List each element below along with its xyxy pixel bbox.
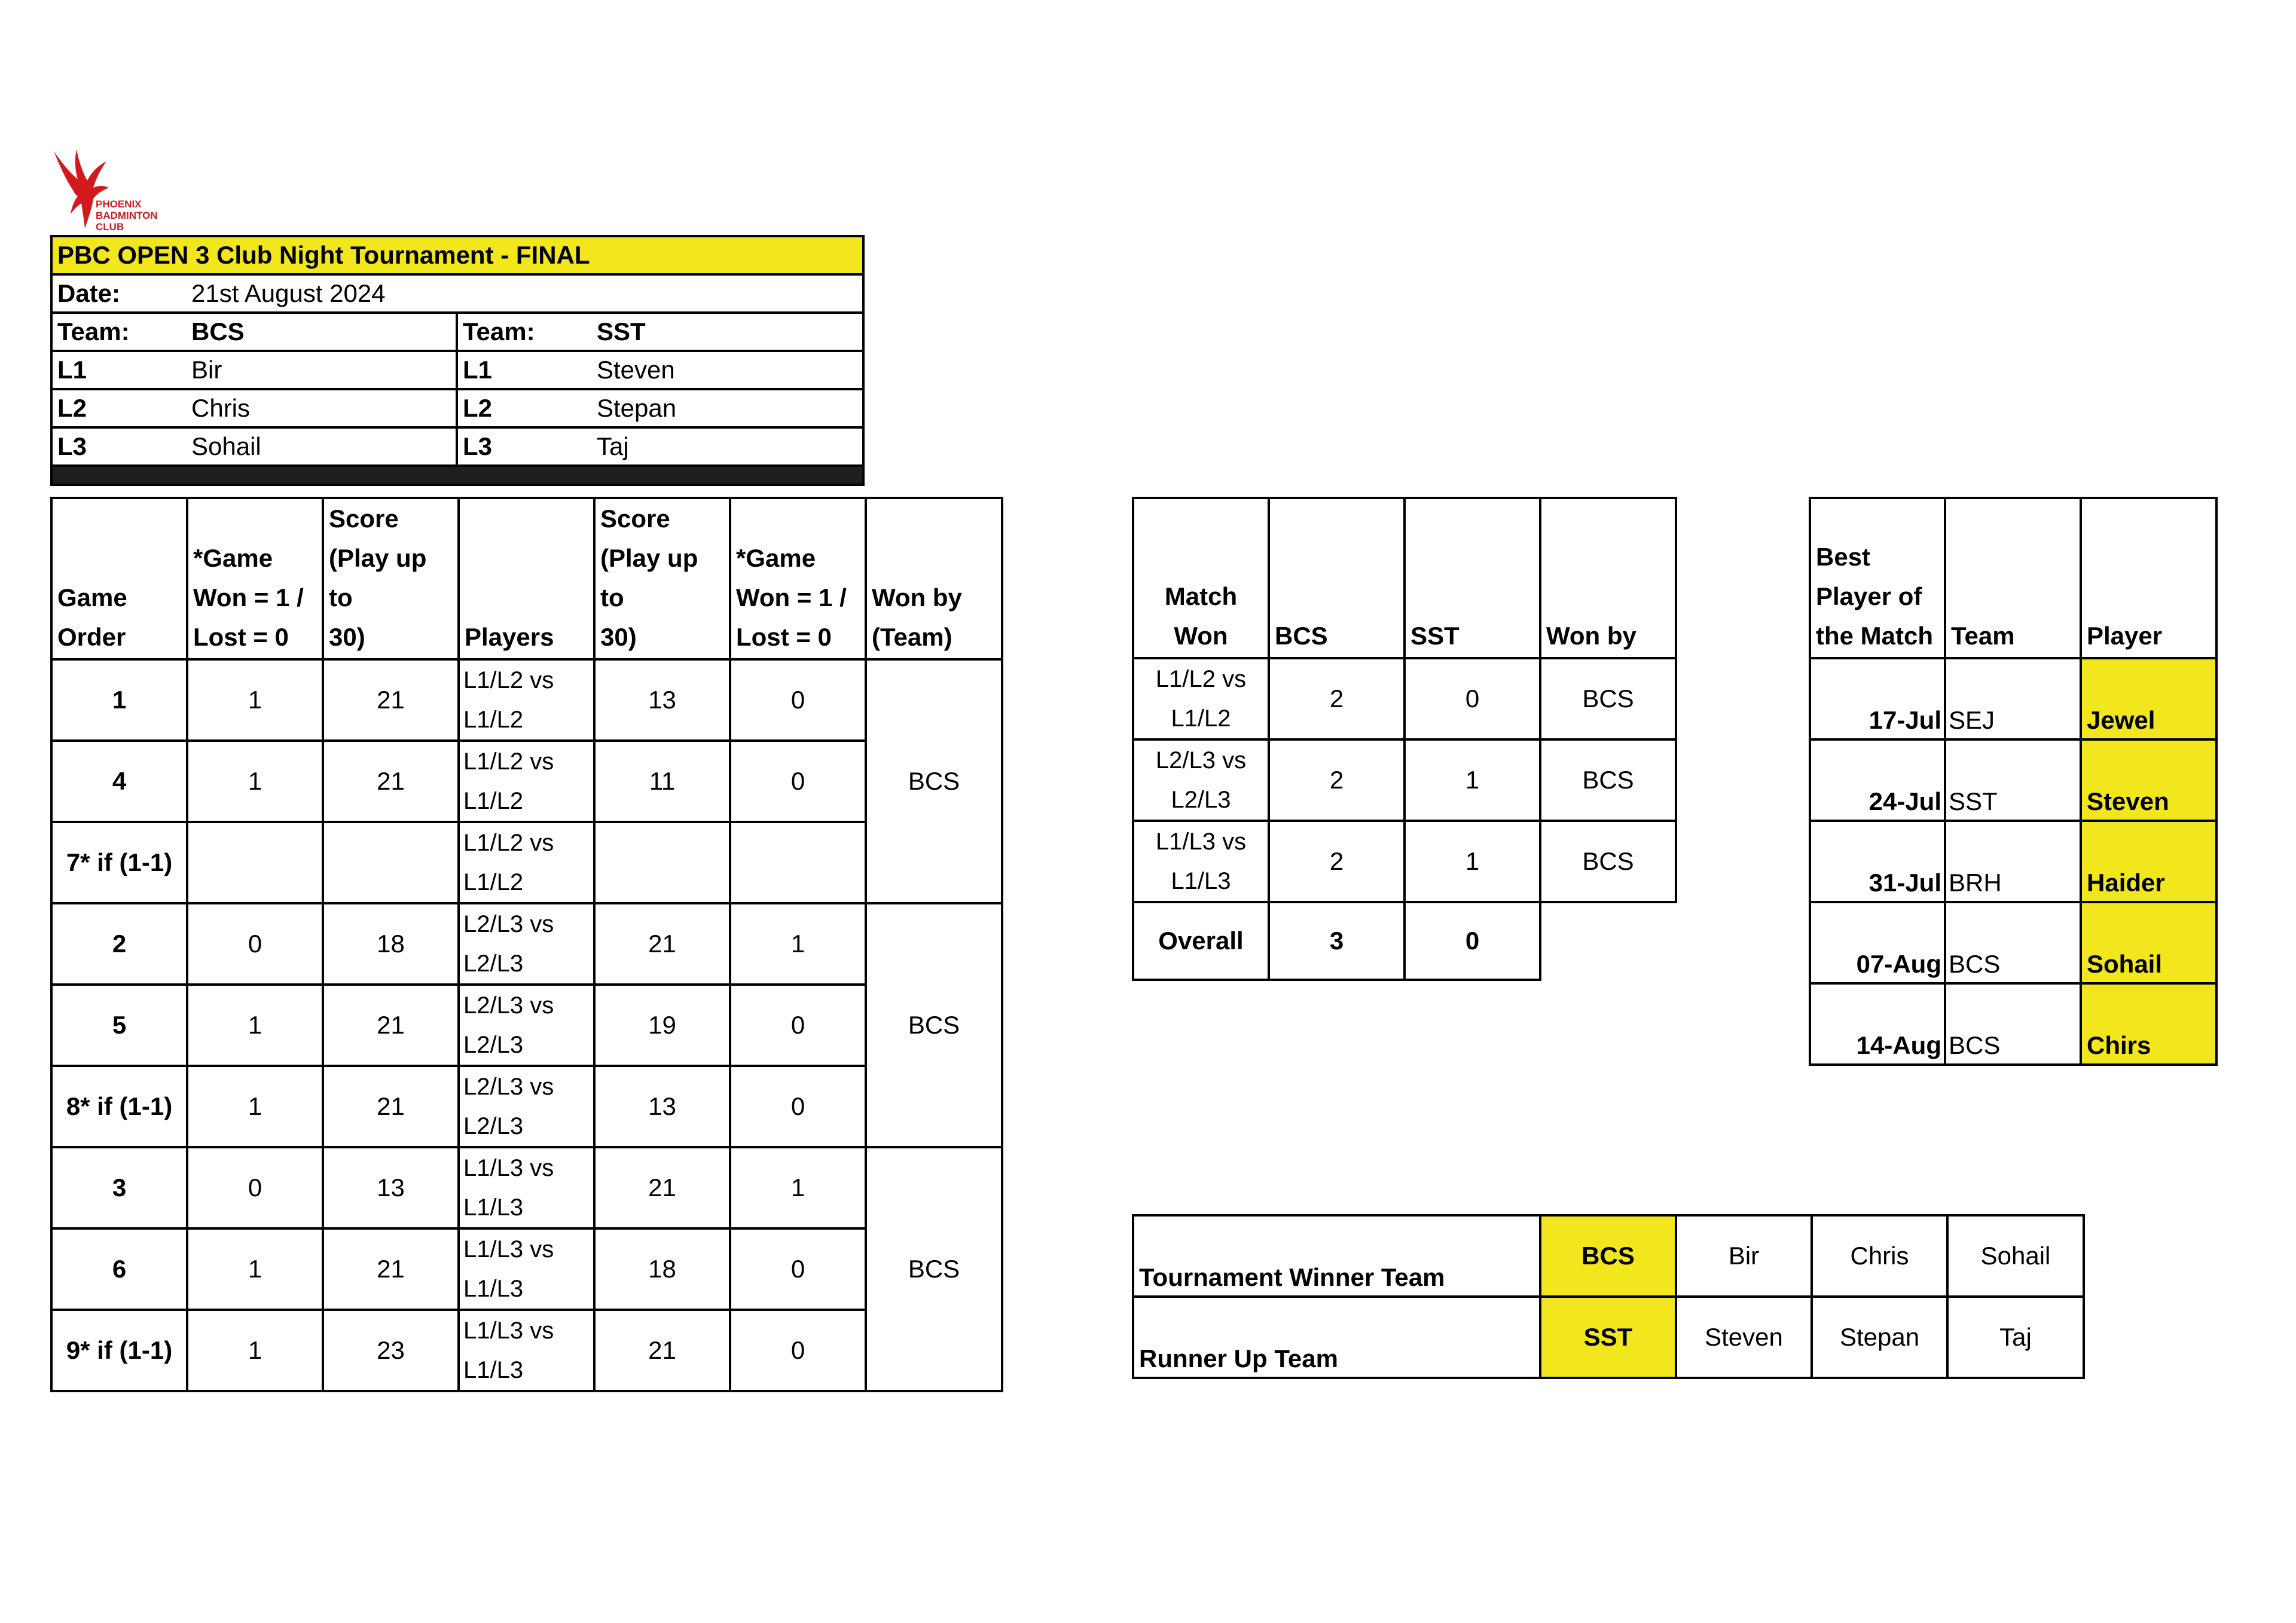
winner-team: BCS: [1540, 1215, 1676, 1297]
match-team-b-wins: 0: [1405, 658, 1540, 739]
runner-up-team: SST: [1540, 1297, 1676, 1378]
game-won-a: [187, 822, 323, 903]
runner-up-label: Runner Up Team: [1133, 1297, 1540, 1378]
header-team: Team: [1945, 498, 2081, 658]
game-row: [51, 985, 1002, 1066]
won-by-team: BCS: [866, 1147, 1002, 1391]
winner-player: Chris: [1812, 1215, 1947, 1297]
player-team: BRH: [1945, 821, 2081, 902]
match-label: L2/L3 vs L2/L3: [1133, 739, 1269, 821]
winner-label: Tournament Winner Team: [1133, 1215, 1540, 1297]
score-a: 13: [323, 1147, 459, 1228]
game-row: [51, 659, 1002, 741]
match-row: [1133, 821, 1812, 902]
best-player-row: [1810, 983, 2216, 1065]
game-won-b: [730, 822, 866, 903]
header-won-by: Won by: [1540, 498, 1676, 658]
score-b: 21: [594, 1147, 730, 1228]
players: L2/L3 vs L2/L3: [459, 985, 594, 1066]
team-row: [51, 313, 863, 351]
team-label-a: Team:: [51, 313, 187, 351]
score-a: 23: [323, 1310, 459, 1391]
runner-up-row: [1133, 1297, 2084, 1378]
game-won-a: 1: [187, 1310, 323, 1391]
players: L1/L2 vs L1/L2: [459, 659, 594, 741]
logo-line: BADMINTON: [96, 210, 158, 221]
match-team-a-wins: 2: [1269, 739, 1405, 821]
level-row: [51, 389, 863, 427]
best-player-table: [1809, 497, 2218, 1066]
score-a: 21: [323, 659, 459, 741]
game-row: [51, 741, 1002, 822]
team-a-name: BCS: [187, 313, 457, 351]
game-won-b: 1: [730, 1147, 866, 1228]
overall-label: Overall: [1133, 902, 1269, 980]
level-row: [51, 427, 863, 466]
game-won-b: 0: [730, 741, 866, 822]
players: L1/L2 vs L1/L2: [459, 822, 594, 903]
best-header-row: [1810, 498, 2216, 658]
header-game-order: Game Order: [51, 498, 187, 659]
logo-line: PHOENIX: [96, 198, 142, 210]
match-label: L1/L3 vs L1/L3: [1133, 821, 1269, 902]
header-score-a: Score (Play up to 30): [323, 498, 459, 659]
won-by-team: BCS: [866, 659, 1002, 903]
tournament-result-table: [1132, 1214, 2085, 1379]
runner-up-player: Steven: [1676, 1297, 1812, 1378]
score-a: 21: [323, 1228, 459, 1310]
games-header-row: [51, 498, 1002, 659]
level-label: L2: [457, 389, 592, 427]
game-won-a: 1: [187, 659, 323, 741]
score-a: 21: [323, 741, 459, 822]
game-order: 3: [51, 1147, 187, 1228]
game-order: 1: [51, 659, 187, 741]
game-row: [51, 1066, 1002, 1147]
header-team-a: BCS: [1269, 498, 1405, 658]
spacer: [1676, 902, 1812, 980]
game-won-b: 0: [730, 1066, 866, 1147]
spacer: [1676, 658, 1812, 739]
game-order: 5: [51, 985, 187, 1066]
game-order: 6: [51, 1228, 187, 1310]
score-b: 11: [594, 741, 730, 822]
team-b-player: Steven: [592, 351, 863, 389]
game-won-b: 0: [730, 1310, 866, 1391]
score-a: 21: [323, 1066, 459, 1147]
players: L2/L3 vs L2/L3: [459, 1066, 594, 1147]
overall-row: [1133, 902, 1812, 980]
best-player-row: [1810, 658, 2216, 739]
team-label-b: Team:: [457, 313, 592, 351]
spacer: [1676, 821, 1812, 902]
team-a-player: Bir: [187, 351, 457, 389]
game-order: 9* if (1-1): [51, 1310, 187, 1391]
logo-text: [96, 198, 158, 233]
player-name: Jewel: [2081, 658, 2216, 739]
game-row: [51, 1310, 1002, 1391]
spacer: [1676, 739, 1812, 821]
spacer: [1676, 498, 1812, 658]
best-player-row: [1810, 821, 2216, 902]
match-label: L1/L2 vs L1/L2: [1133, 658, 1269, 739]
level-label: L3: [51, 427, 187, 466]
title-row: [51, 236, 863, 274]
player-team: SST: [1945, 739, 2081, 821]
team-a-player: Chris: [187, 389, 457, 427]
game-order: 7* if (1-1): [51, 822, 187, 903]
winner-player: Bir: [1676, 1215, 1812, 1297]
header-won-by: Won by (Team): [866, 498, 1002, 659]
player-team: BCS: [1945, 902, 2081, 983]
game-order: 2: [51, 903, 187, 985]
winner-row: [1133, 1215, 2084, 1297]
tournament-title: PBC OPEN 3 Club Night Tournament - FINAL: [51, 236, 863, 274]
match-team-a-wins: 2: [1269, 658, 1405, 739]
level-label: L3: [457, 427, 592, 466]
game-row: [51, 903, 1002, 985]
match-date: 14-Aug: [1810, 983, 1945, 1065]
best-player-row: [1810, 902, 2216, 983]
player-name: Sohail: [2081, 902, 2216, 983]
match-row: [1133, 658, 1812, 739]
team-b-player: Stepan: [592, 389, 863, 427]
header-players: Players: [459, 498, 594, 659]
game-won-b: 0: [730, 985, 866, 1066]
match-team-a-wins: 2: [1269, 821, 1405, 902]
score-a: 18: [323, 903, 459, 985]
match-header-row: [1133, 498, 1812, 658]
team-b-name: SST: [592, 313, 863, 351]
match-team-b-wins: 1: [1405, 821, 1540, 902]
level-row: [51, 351, 863, 389]
header-player: Player: [2081, 498, 2216, 658]
players: L1/L3 vs L1/L3: [459, 1228, 594, 1310]
score-b: 13: [594, 1066, 730, 1147]
player-name: Haider: [2081, 821, 2216, 902]
header-game-won-b: *Game Won = 1 / Lost = 0: [730, 498, 866, 659]
match-date: 17-Jul: [1810, 658, 1945, 739]
header-score-b: Score (Play up to 30): [594, 498, 730, 659]
match-won-by: BCS: [1540, 739, 1676, 821]
player-team: SEJ: [1945, 658, 2081, 739]
date-value: 21st August 2024: [187, 274, 863, 313]
level-label: L1: [51, 351, 187, 389]
level-label: L1: [457, 351, 592, 389]
match-date: 31-Jul: [1810, 821, 1945, 902]
tournament-header-table: [50, 235, 865, 486]
game-order: 4: [51, 741, 187, 822]
game-won-a: 1: [187, 1228, 323, 1310]
team-b-player: Taj: [592, 427, 863, 466]
date-label: Date:: [51, 274, 187, 313]
logo-line: CLUB: [96, 221, 124, 233]
match-won-by: BCS: [1540, 821, 1676, 902]
players: L2/L3 vs L2/L3: [459, 903, 594, 985]
game-row: [51, 822, 1002, 903]
header-game-won-a: *Game Won = 1 / Lost = 0: [187, 498, 323, 659]
game-order: 8* if (1-1): [51, 1066, 187, 1147]
game-won-a: 1: [187, 1066, 323, 1147]
score-b: 21: [594, 1310, 730, 1391]
game-row: [51, 1147, 1002, 1228]
games-table: [50, 497, 1003, 1392]
players: L1/L3 vs L1/L3: [459, 1310, 594, 1391]
game-won-b: 0: [730, 1228, 866, 1310]
game-row: [51, 1228, 1002, 1310]
overall-team-a: 3: [1269, 902, 1405, 980]
best-player-row: [1810, 739, 2216, 821]
team-a-player: Sohail: [187, 427, 457, 466]
players: L1/L2 vs L1/L2: [459, 741, 594, 822]
score-b: 19: [594, 985, 730, 1066]
score-b: 13: [594, 659, 730, 741]
players: L1/L3 vs L1/L3: [459, 1147, 594, 1228]
won-by-team: BCS: [866, 903, 1002, 1147]
score-b: [594, 822, 730, 903]
divider-row: [51, 466, 863, 485]
score-a: [323, 822, 459, 903]
score-a: 21: [323, 985, 459, 1066]
header-match-won: Match Won: [1133, 498, 1269, 658]
game-won-a: 1: [187, 741, 323, 822]
level-label: L2: [51, 389, 187, 427]
player-name: Steven: [2081, 739, 2216, 821]
runner-up-player: Taj: [1947, 1297, 2084, 1378]
game-won-a: 0: [187, 1147, 323, 1228]
match-row: [1133, 739, 1812, 821]
match-date: 07-Aug: [1810, 902, 1945, 983]
score-b: 21: [594, 903, 730, 985]
game-won-b: 1: [730, 903, 866, 985]
match-date: 24-Jul: [1810, 739, 1945, 821]
match-won-by: BCS: [1540, 658, 1676, 739]
game-won-b: 0: [730, 659, 866, 741]
spacer: [1540, 902, 1676, 980]
player-name: Chirs: [2081, 983, 2216, 1065]
winner-player: Sohail: [1947, 1215, 2084, 1297]
header-best-player: Best Player of the Match: [1810, 498, 1945, 658]
overall-team-b: 0: [1405, 902, 1540, 980]
game-won-a: 0: [187, 903, 323, 985]
game-won-a: 1: [187, 985, 323, 1066]
header-team-b: SST: [1405, 498, 1540, 658]
black-divider: [51, 466, 863, 485]
match-summary-table: [1132, 497, 1813, 981]
date-row: [51, 274, 863, 313]
player-team: BCS: [1945, 983, 2081, 1065]
score-b: 18: [594, 1228, 730, 1310]
match-team-b-wins: 1: [1405, 739, 1540, 821]
runner-up-player: Stepan: [1812, 1297, 1947, 1378]
